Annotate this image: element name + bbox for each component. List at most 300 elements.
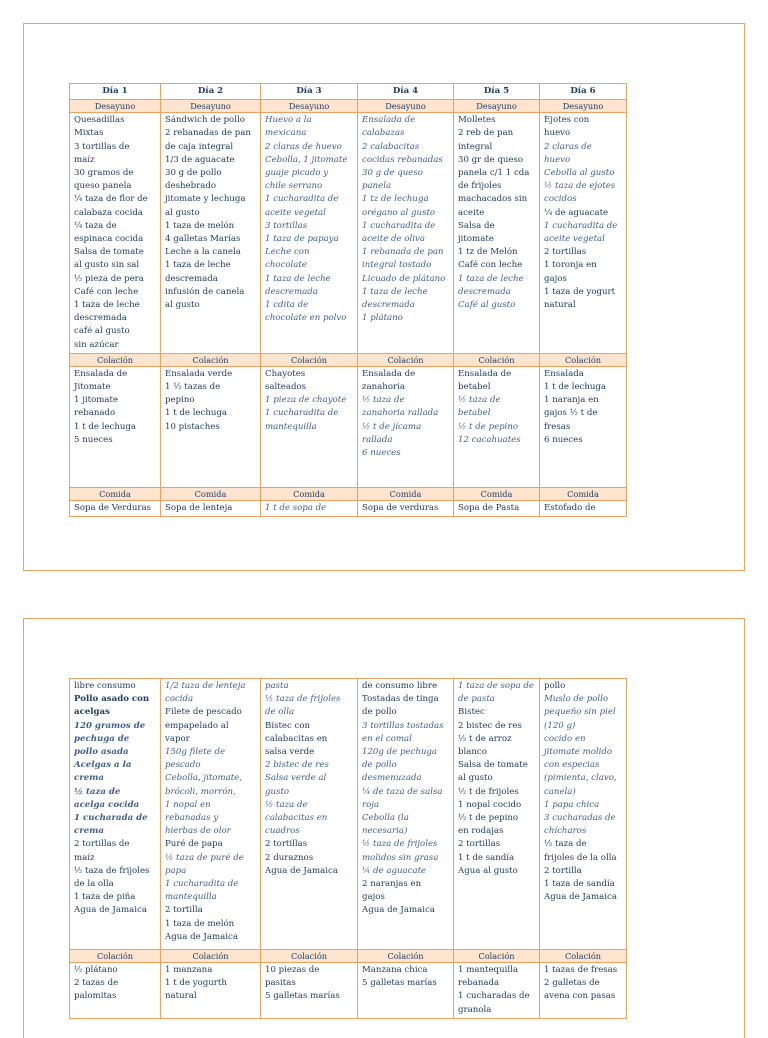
cell-line: cocidos <box>544 194 577 205</box>
cell-line: cocida <box>165 694 194 705</box>
cell-line: ¼ de aguacate <box>544 207 609 218</box>
cell-line: frijoles de la olla <box>544 852 617 863</box>
cell-line: 30 g de pollo <box>165 168 222 179</box>
cell-line: roja <box>362 799 380 810</box>
cell-line: 6 nueces <box>362 448 401 459</box>
cell-line: panela <box>362 181 392 192</box>
cell-line: calabacitas en <box>265 733 328 744</box>
meal-cell-day-4 <box>358 500 454 516</box>
meal-cell-day-3 <box>261 113 358 354</box>
section-label: Comida <box>454 487 540 500</box>
cell-line: mantequilla <box>165 892 217 903</box>
meal-cell-day-5 <box>454 113 540 354</box>
meal-plan-table-page-1 <box>69 83 627 517</box>
cell-line: papa <box>165 865 187 876</box>
cell-line: Acelgas a la <box>74 760 132 771</box>
cell-line: Cebolla al gusto <box>544 168 615 179</box>
cell-line: Sopa de Pasta <box>458 502 520 513</box>
cell-line: 1 taza de leche <box>74 300 140 311</box>
cell-line: panela c/1 1 cda <box>458 168 530 179</box>
meal-cell-day-4 <box>358 366 454 487</box>
cell-line: Ensalada verde <box>165 368 233 379</box>
cell-line: gusto <box>265 786 290 797</box>
cell-line: acelga cocida <box>74 799 140 810</box>
cell-line: cocido en <box>544 733 586 744</box>
cell-line: ½ taza de <box>544 839 587 850</box>
cell-line: cuadros <box>265 826 300 837</box>
section-label: Colación <box>70 353 161 366</box>
cell-line: ½ t de pepino <box>458 421 519 432</box>
cell-line: chile serrano <box>265 181 323 192</box>
section-label: Colación <box>358 950 454 963</box>
section-label: Comida <box>540 487 627 500</box>
cell-line: Ensalada de <box>362 115 416 126</box>
cell-line: sin azúcar <box>74 339 119 350</box>
cell-line: 1 taza de yogurt <box>544 286 616 297</box>
cell-line: Agua de Jamaica <box>362 905 435 916</box>
cell-line: en rodajas <box>458 826 504 837</box>
cell-line: 1 taza de leche <box>362 286 428 297</box>
cell-line: descremada <box>74 313 127 324</box>
cell-line: de pollo <box>362 707 397 718</box>
meal-cell-day-2 <box>161 113 261 354</box>
day-header-2: Día 2 <box>161 84 261 100</box>
cell-line: ½ plátano <box>74 965 118 975</box>
cell-line: hierbas de olor <box>165 826 231 837</box>
meal-plan-table-page-2 <box>69 678 627 1019</box>
cell-line: 2 tortillas de <box>74 839 130 850</box>
cell-line: avena con pasas <box>544 991 616 1002</box>
meal-cell-day-5 <box>454 679 540 950</box>
cell-line: Ensalada de <box>362 368 416 379</box>
cell-line: con especias <box>544 760 600 771</box>
cell-line: mexicana <box>265 128 307 139</box>
cell-line: pechuga de <box>74 733 130 744</box>
cell-line: ½ taza de frijoles <box>74 865 150 876</box>
day-header-5: Día 5 <box>454 84 540 100</box>
cell-line: 2 rebanadas de pan <box>165 128 251 139</box>
meal-cell-day-6 <box>540 963 627 1019</box>
cell-line: infusión de canela <box>165 286 245 297</box>
section-label: Colación <box>161 950 261 963</box>
cell-line: 2 reb de pan <box>458 128 514 139</box>
cell-line: Huevo a la <box>265 115 312 126</box>
cell-line: Salsa verde al <box>265 773 327 784</box>
cell-line: integral <box>458 141 493 152</box>
cell-line: ½ pieza de pera <box>74 273 144 284</box>
cell-line: 10 piezas de <box>265 965 320 975</box>
day-header-6: Día 6 <box>540 84 627 100</box>
meal-cell-day-3 <box>261 679 358 950</box>
cell-line: pequeño sin piel <box>544 707 616 718</box>
cell-line: 1 taza de leche <box>165 260 231 271</box>
meal-cell-day-4 <box>358 113 454 354</box>
cell-line: rebanada <box>458 978 500 989</box>
meal-cell-day-2 <box>161 366 261 487</box>
section-label: Colación <box>540 950 627 963</box>
cell-line: 1 tz de Melón <box>458 247 518 258</box>
section-label: Colación <box>358 353 454 366</box>
cell-line: aceite <box>458 207 485 218</box>
document-page-1 <box>23 23 745 571</box>
cell-line: Muslo de pollo <box>544 694 609 705</box>
cell-line: rebanadas y <box>165 813 219 824</box>
cell-line: Chayotes <box>265 368 306 379</box>
cell-line: Café con leche <box>458 260 523 271</box>
cell-line: 1 manzana <box>165 965 213 975</box>
cell-line: 1 mantequilla <box>458 965 518 975</box>
cell-line: rebanado <box>74 408 116 419</box>
cell-line: 1 taza de leche <box>265 273 331 284</box>
cell-line: pollo asada <box>74 747 129 758</box>
meal-cell-day-2 <box>161 679 261 950</box>
cell-line: 2 claras de <box>544 141 592 152</box>
meal-cell-day-1 <box>70 679 161 950</box>
cell-line: calabaza cocida <box>74 207 143 218</box>
meal-cell-day-6 <box>540 500 627 516</box>
cell-line: Salsa de tomate <box>74 247 144 258</box>
cell-line: 1 taza de papaya <box>265 234 339 245</box>
cell-line: jitomate <box>458 234 494 245</box>
cell-line: 2 bistec de res <box>265 760 329 771</box>
cell-line: 120g de pechuga <box>362 747 438 758</box>
cell-line: descremada <box>265 286 318 297</box>
cell-line: Cebolla, 1 jitomate <box>265 154 348 165</box>
meal-cell-day-4 <box>358 963 454 1019</box>
cell-line: machacados sin <box>458 194 528 205</box>
cell-line: 1 rebanada de pan <box>362 247 444 258</box>
section-label: Colación <box>454 950 540 963</box>
cell-line: natural <box>165 991 197 1002</box>
meal-cell-day-3 <box>261 500 358 516</box>
cell-line: 5 galletas marías <box>362 978 437 989</box>
cell-line: 2 naranjas en <box>362 879 422 890</box>
section-label: Desayuno <box>454 100 540 113</box>
cell-line: 1/2 taza de lenteja <box>165 681 246 691</box>
cell-line: calabazas <box>362 128 405 139</box>
cell-line: 2 tortillas <box>544 247 587 258</box>
cell-line: de caja integral <box>165 141 234 152</box>
cell-line: 1 cucharadita de <box>265 194 339 205</box>
cell-line: 120 gramos de <box>74 720 146 731</box>
cell-line: al gusto <box>165 300 200 311</box>
cell-line: 3 cucharadas de <box>544 813 616 824</box>
cell-line: 1 cucharadita de <box>362 220 436 231</box>
cell-line: 1 t de sandía <box>458 852 515 863</box>
cell-line: crema <box>74 773 104 784</box>
meal-cell-day-5 <box>454 500 540 516</box>
meal-cell-day-1 <box>70 113 161 354</box>
meal-cell-day-1 <box>70 500 161 516</box>
cell-line: 10 pistaches <box>165 421 220 432</box>
cell-line: brócoli, morrón, <box>165 786 236 797</box>
section-label: Comida <box>261 487 358 500</box>
meal-cell-day-2 <box>161 500 261 516</box>
cell-line: Salsa de tomate <box>458 760 528 771</box>
day-header-3: Día 3 <box>261 84 358 100</box>
cell-line: orégano al gusto <box>362 207 436 218</box>
cell-line: ½ t de jícama <box>362 421 422 432</box>
section-label: Colación <box>70 950 161 963</box>
cell-line: mantequilla <box>265 421 317 432</box>
cell-line: 1 taza de melón <box>165 220 235 231</box>
cell-line: Tostadas de tinga <box>362 694 439 705</box>
cell-line: Licuado de plátano <box>362 273 446 284</box>
cell-line: 30 gr de queso <box>458 154 524 165</box>
cell-line: gajos <box>544 273 567 284</box>
cell-line: 1 jitomate <box>74 395 119 406</box>
cell-line: 1 naranja en <box>544 395 599 406</box>
cell-line: pescado <box>165 760 201 771</box>
cell-line: Ensalada de <box>74 368 128 379</box>
cell-line: aceite vegetal <box>265 207 326 218</box>
cell-line: empapelado al <box>165 720 229 731</box>
cell-line: 3 tortillas tostadas <box>362 720 444 731</box>
cell-line: 1 cucharadita de <box>544 220 618 231</box>
cell-line: salteados <box>265 382 307 393</box>
cell-line: ½ t de arroz <box>458 733 512 744</box>
cell-line: ¼ de aguacate <box>362 865 427 876</box>
cell-line: 1 nopal cocido <box>458 799 522 810</box>
cell-line: 1 tazas de fresas <box>544 965 618 975</box>
cell-line: Sándwich de pollo <box>165 115 245 126</box>
cell-line: aceite de oliva <box>362 234 426 245</box>
cell-line: Ensalada <box>544 368 584 379</box>
cell-line: necesaria) <box>362 826 408 837</box>
cell-line: ¼ taza de <box>74 220 117 231</box>
cell-line: 2 tortilla <box>544 865 582 876</box>
cell-line: 1 plátano <box>362 313 403 324</box>
cell-line: palomitas <box>74 991 117 1002</box>
cell-line: desmenuzada <box>362 773 422 784</box>
cell-line: 2 galletas de <box>544 978 600 989</box>
document-page-2 <box>23 618 745 1038</box>
cell-line: al gusto <box>165 207 200 218</box>
cell-line: pasta <box>265 681 289 691</box>
cell-line: 2 tazas de <box>74 978 119 989</box>
cell-line: Puré de papa <box>165 839 223 850</box>
cell-line: gajos <box>362 892 385 903</box>
cell-line: Café con leche <box>74 286 139 297</box>
section-label: Colación <box>261 950 358 963</box>
meal-cell-day-1 <box>70 963 161 1019</box>
cell-line: de pasta <box>458 694 495 705</box>
cell-line: 150g filete de <box>165 747 226 758</box>
cell-line: salsa verde <box>265 747 315 758</box>
section-label: Colación <box>161 353 261 366</box>
section-label: Colación <box>261 353 358 366</box>
cell-line: Salsa de <box>458 220 495 231</box>
cell-line: 12 cacahuates <box>458 434 521 445</box>
cell-line: 1 taza de leche <box>458 273 524 284</box>
cell-line: 1 nopal en <box>165 799 211 810</box>
cell-line: 1 pieza de chayote <box>265 395 347 406</box>
cell-line: acelgas <box>74 707 110 718</box>
cell-line: fresas <box>544 421 571 432</box>
cell-line: Agua de Jamaica <box>265 865 338 876</box>
cell-line: café al gusto <box>74 326 130 337</box>
cell-line: ¼ de taza de salsa <box>362 786 443 797</box>
cell-line: descremada <box>362 300 415 311</box>
cell-line: 1 toronja en <box>544 260 597 271</box>
cell-line: 30 gramos de <box>74 168 134 179</box>
cell-line: Bistec con <box>265 720 311 731</box>
cell-line: Agua de Jamaica <box>544 892 617 903</box>
meal-cell-day-6 <box>540 113 627 354</box>
cell-line: de frijoles <box>458 181 502 192</box>
cell-line: pepino <box>165 395 195 406</box>
cell-line: Leche con <box>265 247 310 258</box>
cell-line: (pimienta, clavo, <box>544 773 617 784</box>
cell-line: ½ t de pepino <box>458 813 519 824</box>
meal-cell-day-5 <box>454 366 540 487</box>
meal-cell-day-4 <box>358 679 454 950</box>
cell-line: Cebolla, jitomate, <box>165 773 243 784</box>
cell-line: 1 t de yogurth <box>165 978 227 989</box>
cell-line: en el comal <box>362 733 412 744</box>
cell-line: Ejotes con <box>544 115 590 126</box>
cell-line: ½ taza de frijoles <box>265 694 341 705</box>
cell-line: Pollo asado con <box>74 694 150 705</box>
cell-line: natural <box>544 300 576 311</box>
cell-line: zanahoria <box>362 382 405 393</box>
cell-line: Bistec <box>458 707 485 718</box>
cell-line: 5 nueces <box>74 434 113 445</box>
cell-line: 2 tortillas <box>265 839 308 850</box>
cell-line: rallada <box>362 434 393 445</box>
cell-line: chícharos <box>544 826 587 837</box>
cell-line: ¼ taza de flor de <box>74 194 148 205</box>
section-label: Comida <box>358 487 454 500</box>
cell-line: canela) <box>544 786 576 797</box>
cell-line: 4 galletas Marías <box>165 234 241 245</box>
meal-cell-day-1 <box>70 366 161 487</box>
cell-line: maíz <box>74 852 95 863</box>
cell-line: molidos sin grasa <box>362 852 439 863</box>
cell-line: integral tostado <box>362 260 432 271</box>
section-label: Desayuno <box>358 100 454 113</box>
cell-line: Agua de Jamaica <box>74 905 147 916</box>
cell-line: 1 cucharadas de <box>458 991 530 1002</box>
cell-line: 1 taza de melón <box>165 918 235 929</box>
cell-line: vapor <box>165 733 190 744</box>
cell-line: zanahoria rallada <box>362 408 439 419</box>
cell-line: Agua de Jamaica <box>165 931 238 942</box>
cell-line: chocolate <box>265 260 307 271</box>
cell-line: Manzana chica <box>362 965 428 975</box>
cell-line: huevo <box>544 128 571 139</box>
cell-line: 1 papa chica <box>544 799 600 810</box>
day-header-1: Día 1 <box>70 84 161 100</box>
cell-line: 2 calabacitas <box>362 141 420 152</box>
cell-line: de la olla <box>74 879 114 890</box>
meal-cell-day-3 <box>261 963 358 1019</box>
cell-line: ½ t de frijoles <box>458 786 519 797</box>
cell-line: deshebrado <box>165 181 217 192</box>
cell-line: Sopa de Verduras <box>74 502 152 513</box>
section-label: Comida <box>161 487 261 500</box>
cell-line: cocidas rebanadas <box>362 154 443 165</box>
section-label: Comida <box>70 487 161 500</box>
cell-line: 6 nueces <box>544 434 583 445</box>
cell-line: Ensalada de <box>458 368 512 379</box>
cell-line: ½ taza de ejotes <box>544 181 616 192</box>
cell-line: Café al gusto <box>458 300 516 311</box>
cell-line: de olla <box>265 707 295 718</box>
cell-line: de pollo <box>362 760 397 771</box>
section-label: Desayuno <box>161 100 261 113</box>
cell-line: 1 t de lechuga <box>544 382 607 393</box>
cell-line: Sopa de verduras <box>362 502 439 513</box>
section-label: Colación <box>454 353 540 366</box>
cell-line: granola <box>458 1004 492 1015</box>
cell-line: 1 tz de lechuga <box>362 194 429 205</box>
cell-line: 1 cucharada de <box>74 813 148 824</box>
cell-line: huevo <box>544 154 571 165</box>
meal-cell-day-6 <box>540 366 627 487</box>
cell-line: 3 tortillas de <box>74 141 130 152</box>
cell-line: 1 ½ tazas de <box>165 382 221 393</box>
cell-line: crema <box>74 826 104 837</box>
meal-cell-day-5 <box>454 963 540 1019</box>
meal-cell-day-2 <box>161 963 261 1019</box>
cell-line: 1 taza de sopa de <box>458 681 535 691</box>
cell-line: espinaca cocida <box>74 234 144 245</box>
cell-line: 1 cucharadita de <box>265 408 339 419</box>
cell-line: Filete de pescado <box>165 707 242 718</box>
cell-line: pasitas <box>265 978 296 989</box>
section-label: Desayuno <box>70 100 161 113</box>
cell-line: 2 tortillas <box>458 839 501 850</box>
cell-line: blanco <box>458 747 487 758</box>
cell-line: 1 t de lechuga <box>74 421 137 432</box>
cell-line: 5 galletas marías <box>265 991 340 1002</box>
cell-line: ½ taza de <box>362 395 405 406</box>
cell-line: jitomate y lechuga <box>165 194 246 205</box>
cell-line: calabacitas en <box>265 813 328 824</box>
cell-line: Jitomate <box>74 382 111 393</box>
cell-line: 1 cdita de <box>265 300 309 311</box>
cell-line: betabel <box>458 408 491 419</box>
cell-line: gajos ½ t de <box>544 408 598 419</box>
cell-line: ½ taza de frijoles <box>362 839 438 850</box>
cell-line: 1 t de lechuga <box>165 408 228 419</box>
cell-line: queso panela <box>74 181 132 192</box>
cell-line: aceite vegetal <box>544 234 605 245</box>
cell-line: Mixtas <box>74 128 104 139</box>
cell-line: 1 taza de piña <box>74 892 136 903</box>
cell-line: ½ taza de <box>265 799 308 810</box>
cell-line: descremada <box>165 273 218 284</box>
cell-line: Sopa de lenteja <box>165 502 233 513</box>
cell-line: chocolate en polvo <box>265 313 347 324</box>
cell-line: Molletes <box>458 115 496 126</box>
cell-line: 1 t de sopa de <box>265 502 327 513</box>
section-label: Colación <box>540 353 627 366</box>
cell-line: 2 tortilla <box>165 905 203 916</box>
cell-line: 2 bistec de res <box>458 720 522 731</box>
cell-line: guaje picado y <box>265 168 329 179</box>
cell-line: jitomate molido <box>544 747 613 758</box>
cell-line: ½ taza de <box>74 786 121 797</box>
cell-line: maíz <box>74 154 95 165</box>
cell-line: al gusto <box>458 773 493 784</box>
cell-line: Estofado de <box>544 502 596 513</box>
cell-line: 1 taza de sandía <box>544 879 615 890</box>
meal-cell-day-6 <box>540 679 627 950</box>
meal-cell-day-3 <box>261 366 358 487</box>
cell-line: Quesadillas <box>74 115 125 126</box>
